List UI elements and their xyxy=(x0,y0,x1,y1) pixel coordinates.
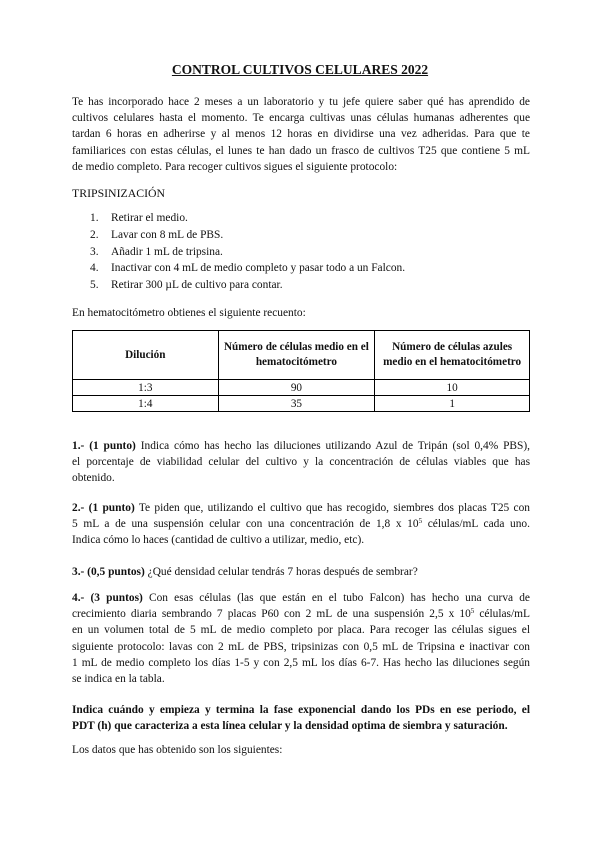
question-text: crecimiento diaria sembrando 7 placas P60 con 2 mL de una suspensión 2,5 x 10 xyxy=(72,608,471,621)
document-title: CONTROL CULTIVOS CELULARES 2022 xyxy=(171,62,429,77)
step-number: 2. xyxy=(90,228,99,241)
question-text: Con esas células (las que están en el tubo Falcon) has hecho una curva de xyxy=(149,592,530,604)
question-text: Te piden que, utilizando el cultivo que has recogido, siembres dos placas T25 con xyxy=(138,502,530,514)
question-text: Indica cómo has hecho las diluciones utilizando Azul de Tripán (sol 0,4% PBS), xyxy=(140,440,530,452)
intro-line: de medio completo. Para recoger cultivos sigues el siguiente protocolo: xyxy=(72,160,398,173)
question-line xyxy=(72,564,530,580)
protocol-step xyxy=(72,260,405,277)
question-line xyxy=(72,438,530,454)
step-number: 5. xyxy=(90,279,99,292)
question-line: siguiente protocolo: lavas con 2 mL de PBS, tripsinizas con 0,5 mL de Tripsina e inactivar con xyxy=(72,640,530,653)
question-line xyxy=(72,606,530,622)
intro-line: cultivos celulares hasta el momento. Te encarga cultivas unas células humanas adherentes que xyxy=(72,112,530,125)
table-row xyxy=(73,396,530,412)
step-text: Lavar con 8 mL de PBS. xyxy=(111,228,224,241)
table-cell: 35 xyxy=(218,396,375,412)
exponent: 5 xyxy=(470,607,475,616)
table-cell: 1:4 xyxy=(73,396,219,412)
question-label: 2.- (1 punto) xyxy=(72,502,135,514)
table-cell: 1 xyxy=(375,396,530,412)
question-line: Indica cómo lo haces (cantidad de cultivo a utilizar, medio, etc). xyxy=(72,534,365,547)
protocol-step xyxy=(72,277,405,294)
table-row xyxy=(73,380,530,396)
question-line xyxy=(72,516,530,532)
question-line xyxy=(72,500,530,516)
question-label: 4.- (3 puntos) xyxy=(72,592,143,604)
instruction-paragraph xyxy=(72,702,530,734)
question-text: 5 mL a de una suspensión celular con una concentración de 1,8 x 10 xyxy=(72,518,419,531)
intro-line: familiarices con estas células, el lunes te han dado un frasco de cultivos T25 que contiene 5 mL xyxy=(72,144,530,157)
intro-paragraph xyxy=(72,94,530,175)
question-line: 1 mL de medio completo los días 1-5 y con 2,5 mL los días 6-7. Has hecho las diluciones según xyxy=(72,656,530,669)
protocol-step xyxy=(72,244,405,261)
table-header-row xyxy=(73,331,530,380)
question-3 xyxy=(72,564,530,580)
question-line xyxy=(72,590,530,606)
instruction-line: Indica cuándo y empieza y termina la fase exponencial dando los PDs en ese periodo, el xyxy=(72,704,530,716)
question-line: obtenido. xyxy=(72,472,115,485)
question-text: células/mL xyxy=(474,608,530,621)
question-4 xyxy=(72,590,530,687)
table-cell: 10 xyxy=(375,380,530,396)
step-text: Retirar el medio. xyxy=(111,212,188,224)
intro-line: Te has incorporado hace 2 meses a un laboratorio y tu jefe quiere saber qué has aprendido de xyxy=(72,96,530,108)
question-1 xyxy=(72,438,530,487)
question-text: ¿Qué densidad celular tendrás 7 horas después de sembrar? xyxy=(144,566,418,578)
step-text: Retirar 300 µL de cultivo para contar. xyxy=(111,279,283,292)
column-header-cells: Número de células medio en el hematocitómetro xyxy=(218,331,375,380)
hematocytometer-table xyxy=(72,330,530,412)
question-line: en un volumen total de 5 mL de medio completo por placa. Para recoger las células sigues el xyxy=(72,624,530,637)
step-number: 4. xyxy=(90,262,99,275)
protocol-step xyxy=(72,227,405,244)
question-2 xyxy=(72,500,530,549)
instruction-line: PDT (h) que caracteriza a esta línea celular y la densidad optima de siembra y saturación. xyxy=(72,720,508,733)
question-line: el porcentaje de viabilidad celular del cultivo y la concentración de células viables que has xyxy=(72,456,530,469)
step-number: 1. xyxy=(90,212,99,224)
table-intro: En hematocitómetro obtienes el siguiente recuento: xyxy=(72,307,306,319)
table-cell: 1:3 xyxy=(73,380,219,396)
closing-text: Los datos que has obtenido son los siguientes: xyxy=(72,744,283,756)
step-number: 3. xyxy=(90,245,99,258)
protocol-step xyxy=(72,210,405,227)
step-text: Añadir 1 mL de tripsina. xyxy=(111,245,223,258)
exponent: 5 xyxy=(418,517,423,526)
step-text: Inactivar con 4 mL de medio completo y pasar todo a un Falcon. xyxy=(111,262,406,275)
protocol-steps xyxy=(72,210,405,294)
section-heading: TRIPSINIZACIÓN xyxy=(72,186,166,200)
question-label: 3.- (0,5 puntos) xyxy=(72,566,145,578)
intro-line: tardan 6 horas en adherirse y al menos 12 horas en dividirse una vez adheridas. Para que te xyxy=(72,128,530,141)
question-text: células/mL cada uno. xyxy=(422,518,530,531)
column-header-dilution: Dilución xyxy=(73,331,219,380)
table-cell: 90 xyxy=(218,380,375,396)
question-line: se indica en la tabla. xyxy=(72,673,165,686)
question-label: 1.- (1 punto) xyxy=(72,440,136,452)
column-header-blue-cells: Número de células azules medio en el hematocitómetro xyxy=(375,331,530,380)
